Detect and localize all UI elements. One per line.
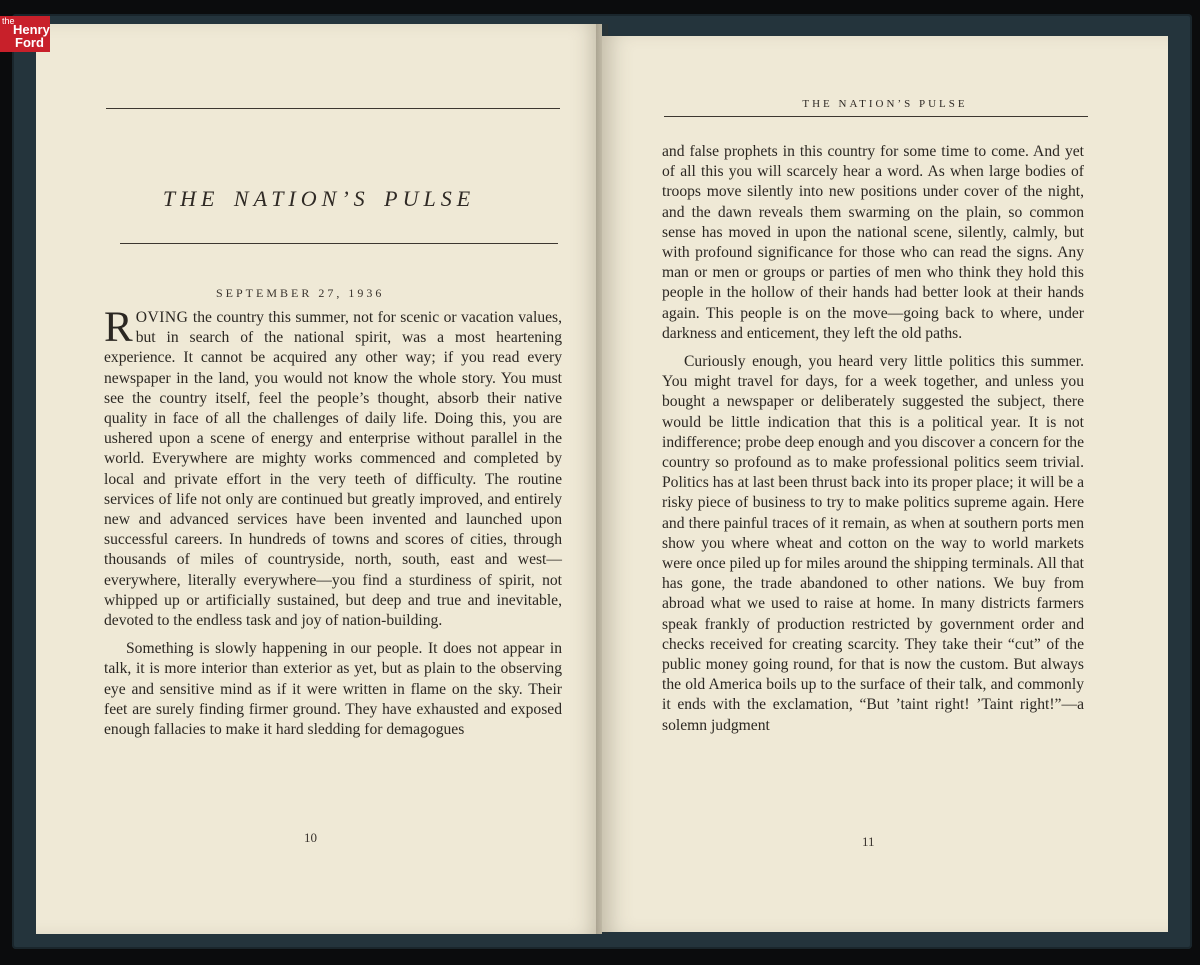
paragraph: and false prophets in this country for some time to come. And yet of all this you will scarcely hear a word. As when large bodies of troops move silently into new positions under cover of the night, and the dawn reveals them swarming on the plain, so common sense has moved in upon the national scene, silently, calmly, but with profound significance for those who can read the signs. Any man or men or groups or parties of men who think they hold this people in the hollow of their hands had better look at their hands again. This people is on the move—going back to where, under darkness and enticement, they left the old paths. xyxy=(662,143,1084,342)
top-rule xyxy=(106,108,560,109)
left-page xyxy=(36,24,602,934)
running-head-rule xyxy=(664,116,1088,117)
right-page xyxy=(602,36,1168,932)
logo-word-the: the xyxy=(2,16,15,26)
page-number: 10 xyxy=(304,830,317,845)
page-number: 11 xyxy=(862,834,875,849)
logo-word-henry: Henry xyxy=(13,22,50,37)
paragraph: Something is slowly happening in our people. It does not appear in talk, it is more interior than exterior as yet, but as plain to the observing eye and sensitive mind as if it were written in flame on the sky. Their feet are surely finding firmer ground. They have exhausted and exposed enough fallacies to make it hard sledding for demagogues xyxy=(104,640,562,739)
paragraph-text: the country this summer, not for scenic or vacation values, but in search of the national spirit, was a most heartening experience. It cannot be acquired any other way; if you read every newspaper in the land, you would not know the whole story. You must see the country itself, feel the people’s thought, absorb their native quality in face of all the challenges of daily life. Doing this, you are ushered upon a scene of energy and enterprise without parallel in the world. Everywhere are mighty works commenced and completed by local and private effort in the very teeth of difficulty. The routine services of life not only are continued but greatly improved, and entirely new and advanced services have been invented and launched upon successful careers. In hundreds of towns and scores of cities, through thousands of miles of countryside, north, south, east and west—everywhere, literally everywhere—you find a sturdiness of spirit, not whipped up or artificially sustained, but deep and true and inevitable, devoted to the endless task and joy of nation-building. xyxy=(104,309,562,630)
drop-cap: R xyxy=(104,304,133,351)
left-body-text xyxy=(104,304,562,740)
running-head: THE NATION’S PULSE xyxy=(802,98,968,110)
henry-ford-logo xyxy=(0,16,50,52)
right-body-text xyxy=(662,142,1084,736)
paragraph: Curiously enough, you heard very little politics this summer. You might travel for days, for a week together, and unless you bought a newspaper or deliberately suggested the subject, there would be little indication that this is a political year. It is not indifference; probe deep enough and you discover a concern for the country so profound as to make professional politics seem trivial. Politics has at last been thrust back into its proper place; it will be a risky piece of business to try to make politics supreme again. Here and there painful traces of it remain, as when at southern ports men show you where wheat and cotton on the way to world markets were once piled up for miles around the shipping terminals. All that has gone, the trade abandoned to other nations. We buy from abroad what we used to raise at home. In many districts farmers speak frankly of production restricted by government order and checks received for creating scarcity. They take their “cut” of the public money going round, for that is now the custom. But always the old America boils up to the surface of their talk, and commonly it ends with the exclamation, “But ’taint right! ’Taint right!”—a solemn judgment xyxy=(662,353,1084,734)
paragraph xyxy=(104,304,562,631)
dateline: SEPTEMBER 27, 1936 xyxy=(216,286,385,300)
opening-words: OVING xyxy=(135,309,189,326)
chapter-title: THE NATION’S PULSE xyxy=(162,186,476,211)
logo-word-ford: Ford xyxy=(15,35,44,50)
title-rule xyxy=(120,243,558,244)
